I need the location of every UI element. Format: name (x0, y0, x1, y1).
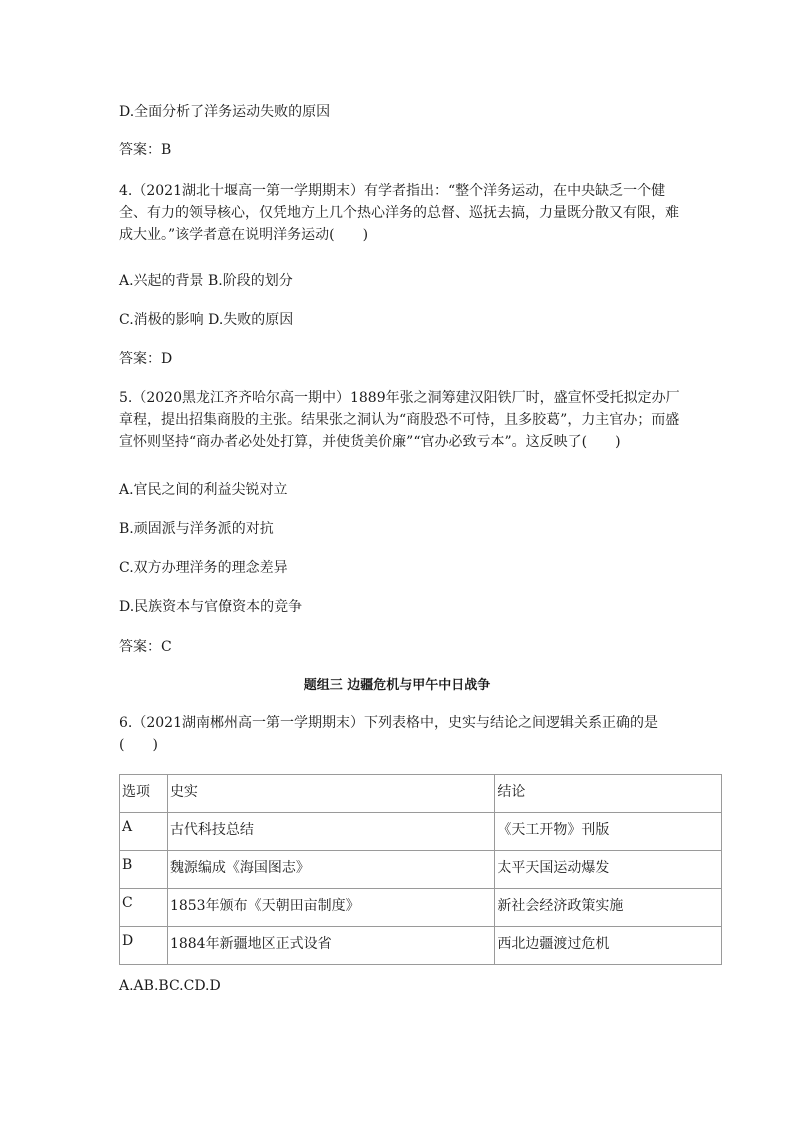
table-cell: 1884年新疆地区正式设省 (167, 927, 494, 965)
question-5-option-c: C.双方办理洋务的理念差异 (119, 560, 288, 576)
table-cell: C (120, 889, 168, 927)
table-row (120, 813, 722, 851)
table-cell: 《天工开物》刊版 (495, 813, 722, 851)
table-cell: 新社会经济政策实施 (495, 889, 722, 927)
question-5-answer: 答案：C (119, 639, 172, 655)
table-header-row (120, 775, 722, 813)
table-row (120, 851, 722, 889)
header-fact: 史实 (167, 775, 494, 813)
table-row (120, 927, 722, 965)
table-cell: 古代科技总结 (167, 813, 494, 851)
question-6: 6.（2021湖南郴州高一第一学期期末）下列表格中，史实与结论之间逻辑关系正确的是( ) (119, 715, 658, 753)
table-row (120, 889, 722, 927)
header-option: 选项 (120, 775, 168, 813)
table-cell: 西北边疆渡过危机 (495, 927, 722, 965)
question-5-option-d: D.民族资本与官僚资本的竞争 (119, 599, 303, 615)
table-cell: D (120, 927, 168, 965)
section-heading: 题组三 边疆危机与甲午中日战争 (303, 678, 491, 693)
table-cell: 1853年颁布《天朝田亩制度》 (167, 889, 494, 927)
facts-table (119, 774, 722, 965)
question-5-option-b: B.顽固派与洋务派的对抗 (119, 521, 274, 537)
question-6-options: A.AB.BC.CD.D (119, 978, 221, 994)
answer-line: 答案：B (119, 142, 172, 158)
question-4-answer: 答案：D (119, 351, 173, 367)
question-5: 5.（2020黑龙江齐齐哈尔高一期中）1889年张之洞筹建汉阳铁厂时，盛宣怀受托拟定办厂章程，提出招集商股的主张。结果张之洞认为“商股恐不可恃，且多胶葛”，力主官办；而盛宣怀则坚持“商办者必处处打算，并使货美价廉”“官办必致亏本”。这反映了( ) (119, 390, 680, 450)
table-cell: 太平天国运动爆发 (495, 851, 722, 889)
table-cell: A (120, 813, 168, 851)
table-cell: 魏源编成《海国图志》 (167, 851, 494, 889)
question-5-option-a: A.官民之间的利益尖锐对立 (119, 482, 288, 498)
question-4-options-ab: A.兴起的背景 B.阶段的划分 (119, 273, 293, 289)
question-4: 4.（2021湖北十堰高一第一学期期末）有学者指出：“整个洋务运动，在中央缺乏一个健全、有力的领导核心，仅凭地方上几个热心洋务的总督、巡抚去搞，力量既分散又有限，难成大业。”该学者意在说明洋务运动( ) (119, 183, 679, 243)
table-cell: B (120, 851, 168, 889)
header-conclusion: 结论 (495, 775, 722, 813)
question-4-options-cd: C.消极的影响 D.失败的原因 (119, 312, 294, 328)
option-d-line: D.全面分析了洋务运动失败的原因 (119, 104, 331, 120)
